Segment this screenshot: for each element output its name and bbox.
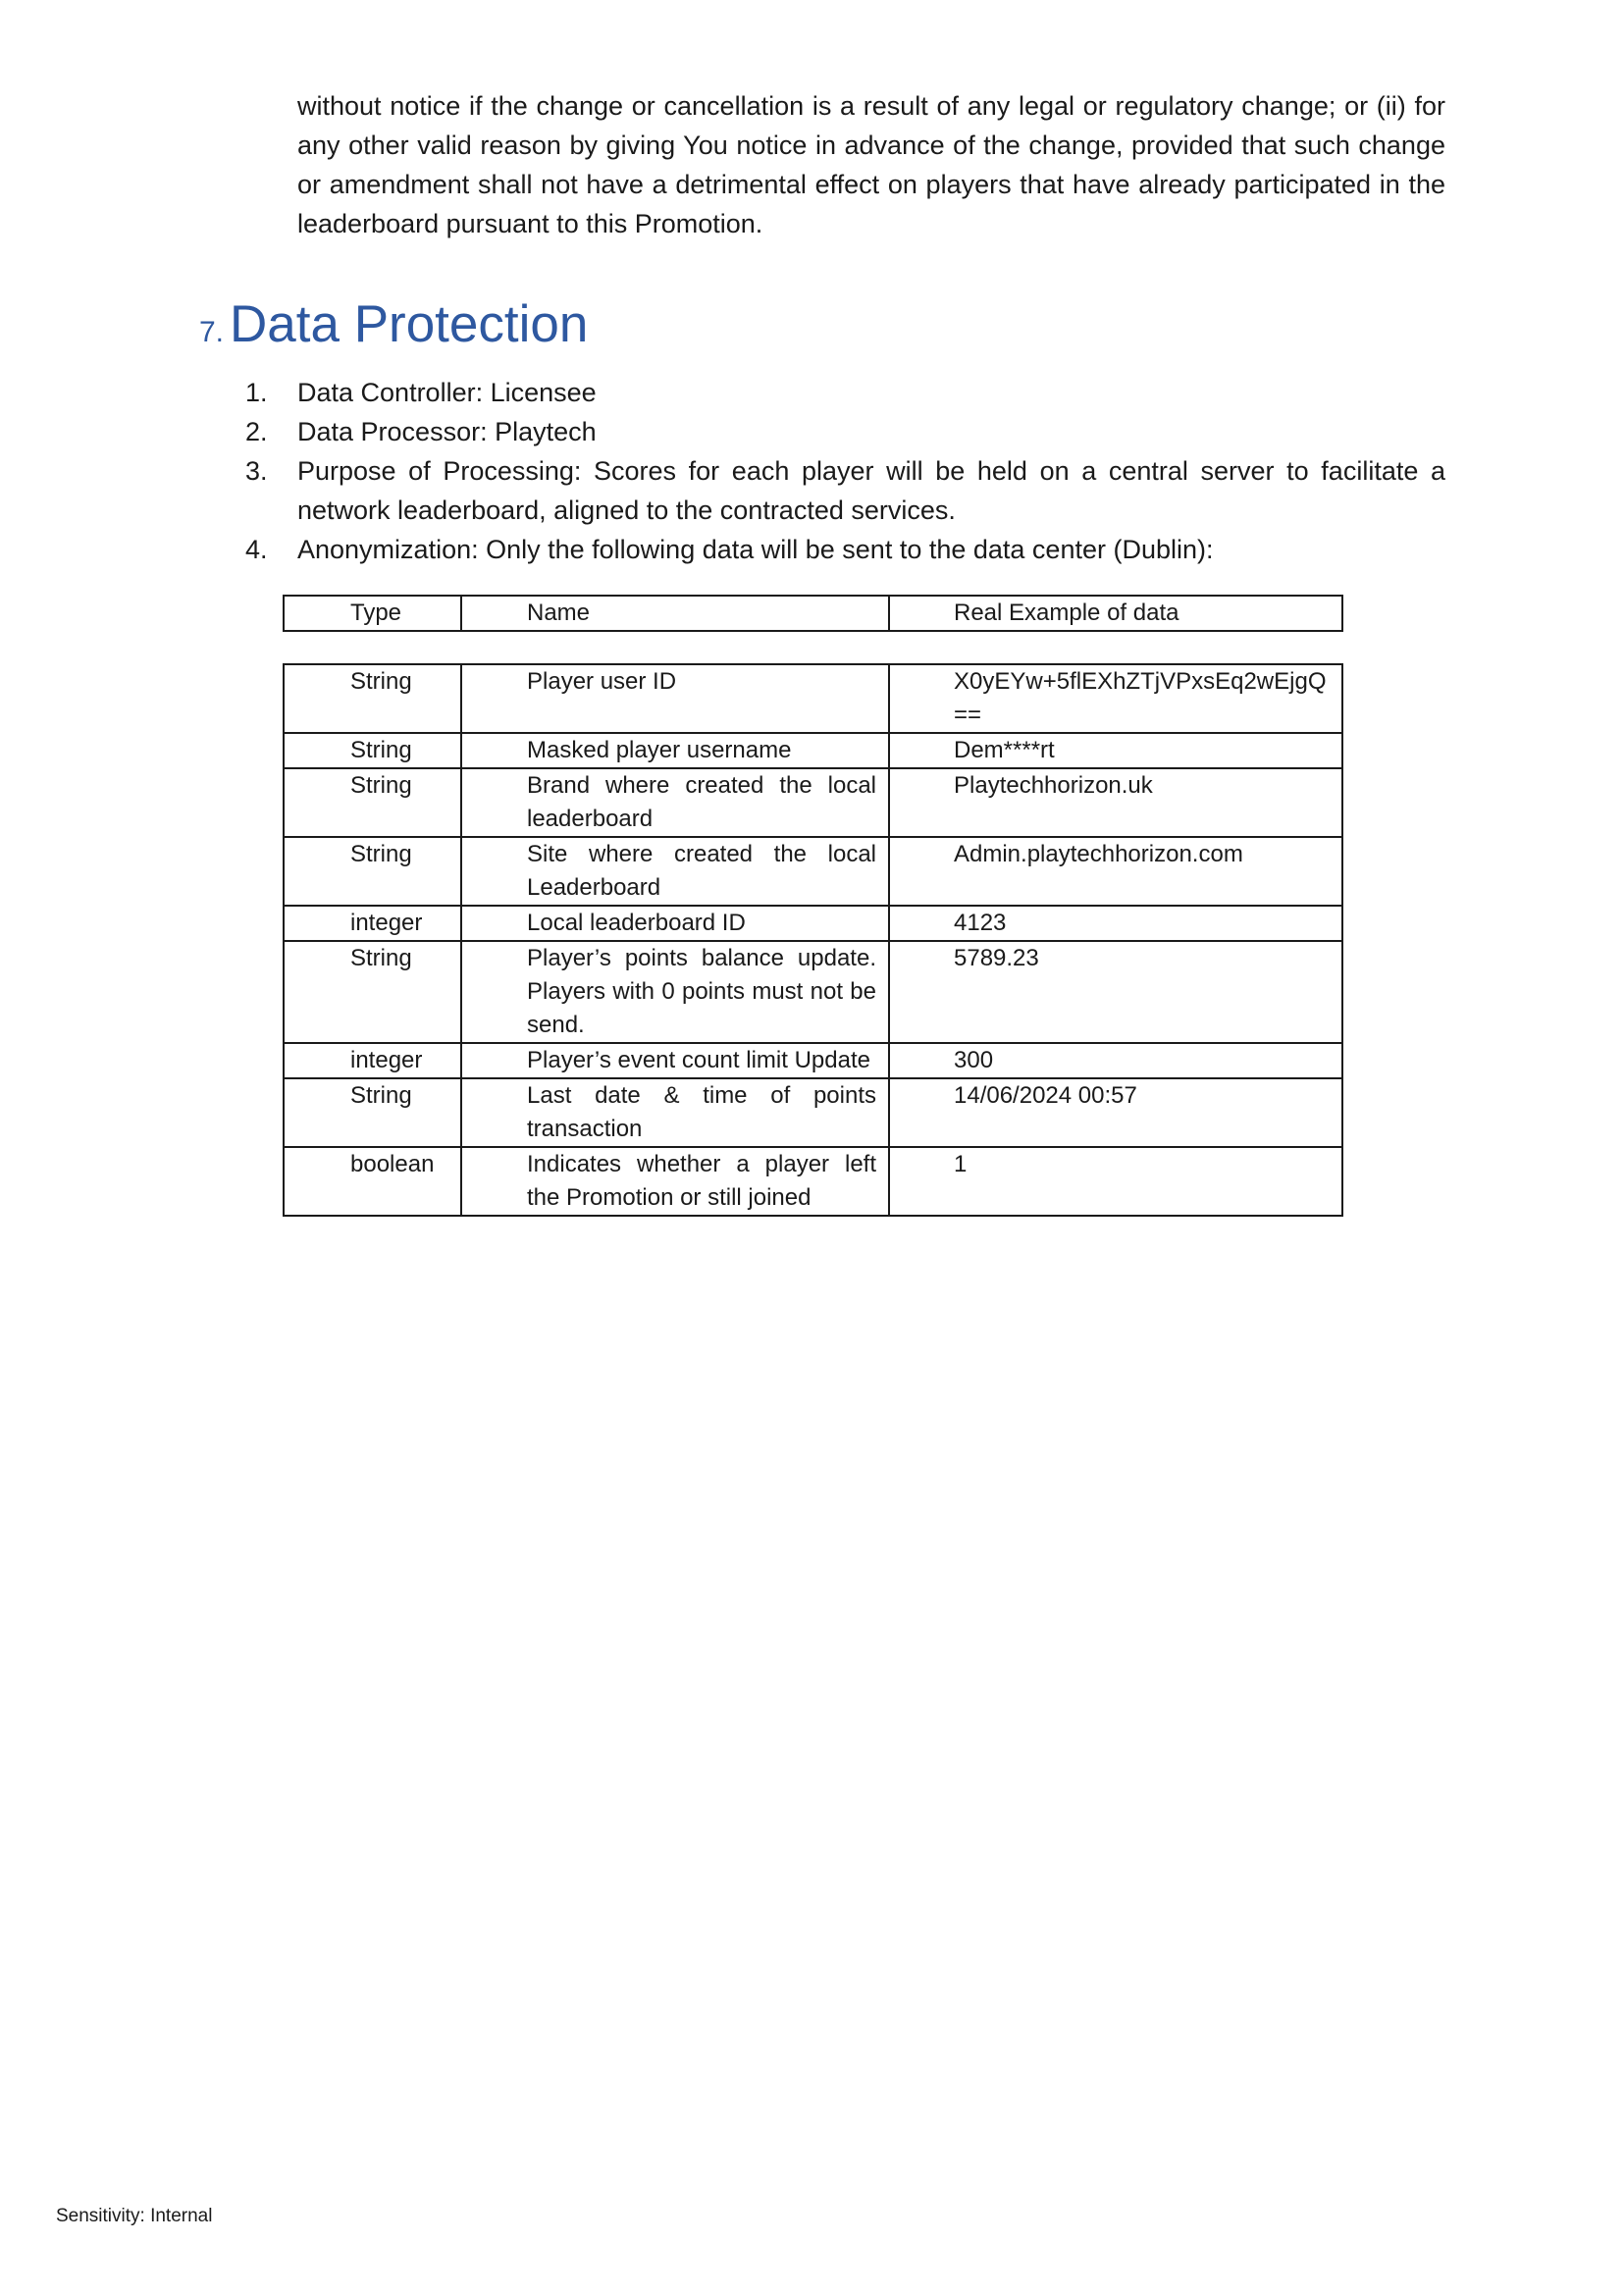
- list-item-text: Purpose of Processing: Scores for each player will be held on a central server to facilitate a network leaderboard, aligned to the contracted services.: [297, 456, 1445, 525]
- cell-example: 14/06/2024 00:57: [889, 1078, 1342, 1147]
- cell-name: Player user ID: [461, 664, 889, 733]
- cell-name: Last date & time of points transaction: [461, 1078, 889, 1147]
- list-item: [245, 451, 1445, 530]
- header-name: Name: [461, 596, 889, 631]
- cell-example: 1: [889, 1147, 1342, 1216]
- table-row: [284, 1078, 1342, 1147]
- intro-paragraph: without notice if the change or cancellation is a result of any legal or regulatory change; or (ii) for any other valid reason by giving You notice in advance of the change, provided that such change or amendment shall not have a detrimental effect on players that have already participated in the leaderboard pursuant to this Promotion.: [297, 91, 1445, 238]
- list-item: [245, 530, 1445, 569]
- data-table: [283, 663, 1343, 1217]
- cell-type: String: [284, 1078, 461, 1147]
- numbered-list: [245, 373, 1445, 569]
- table-row: [284, 1147, 1342, 1216]
- cell-example: Playtechhorizon.uk: [889, 768, 1342, 837]
- cell-name: Site where created the local Leaderboard: [461, 837, 889, 906]
- cell-example: 5789.23: [889, 941, 1342, 1043]
- list-item: [245, 412, 1445, 451]
- cell-name: Indicates whether a player left the Promotion or still joined: [461, 1147, 889, 1216]
- section-title: Data Protection: [230, 295, 589, 353]
- cell-name: Local leaderboard ID: [461, 906, 889, 941]
- cell-name: Player’s points balance update. Players with 0 points must not be send.: [461, 941, 889, 1043]
- cell-name: Player’s event count limit Update: [461, 1043, 889, 1078]
- list-item-number: 4.: [245, 535, 268, 564]
- cell-type: String: [284, 768, 461, 837]
- table-row: [284, 941, 1342, 1043]
- sensitivity-footer: Sensitivity: Internal: [56, 2206, 213, 2226]
- section-number: 7.: [199, 316, 225, 348]
- cell-example: X0yEYw+5flEXhZTjVPxsEq2wEjgQ==: [889, 664, 1342, 733]
- section-heading: [199, 294, 588, 354]
- table-header: [283, 595, 1343, 632]
- list-item-text: Data Controller: Licensee: [297, 378, 597, 407]
- table-header-row: [284, 596, 1342, 631]
- header-type: Type: [284, 596, 461, 631]
- table-row: [284, 664, 1342, 733]
- table-row: [284, 733, 1342, 768]
- list-item-number: 2.: [245, 417, 268, 446]
- cell-type: String: [284, 664, 461, 733]
- cell-example: Dem****rt: [889, 733, 1342, 768]
- cell-type: String: [284, 941, 461, 1043]
- cell-name: Brand where created the local leaderboard: [461, 768, 889, 837]
- header-example: Real Example of data: [889, 596, 1342, 631]
- list-item-number: 3.: [245, 456, 268, 486]
- table-row: [284, 837, 1342, 906]
- list-item-text: Data Processor: Playtech: [297, 417, 597, 446]
- table-body: [284, 664, 1342, 1216]
- cell-type: String: [284, 837, 461, 906]
- table-row: [284, 906, 1342, 941]
- cell-example: Admin.playtechhorizon.com: [889, 837, 1342, 906]
- cell-example: 300: [889, 1043, 1342, 1078]
- cell-name: Masked player username: [461, 733, 889, 768]
- list-item-number: 1.: [245, 378, 268, 407]
- cell-example: 4123: [889, 906, 1342, 941]
- cell-type: integer: [284, 906, 461, 941]
- list-item: [245, 373, 1445, 412]
- cell-type: integer: [284, 1043, 461, 1078]
- table-row: [284, 768, 1342, 837]
- cell-type: boolean: [284, 1147, 461, 1216]
- cell-type: String: [284, 733, 461, 768]
- list-item-text: Anonymization: Only the following data will be sent to the data center (Dublin):: [297, 535, 1214, 564]
- table-row: [284, 1043, 1342, 1078]
